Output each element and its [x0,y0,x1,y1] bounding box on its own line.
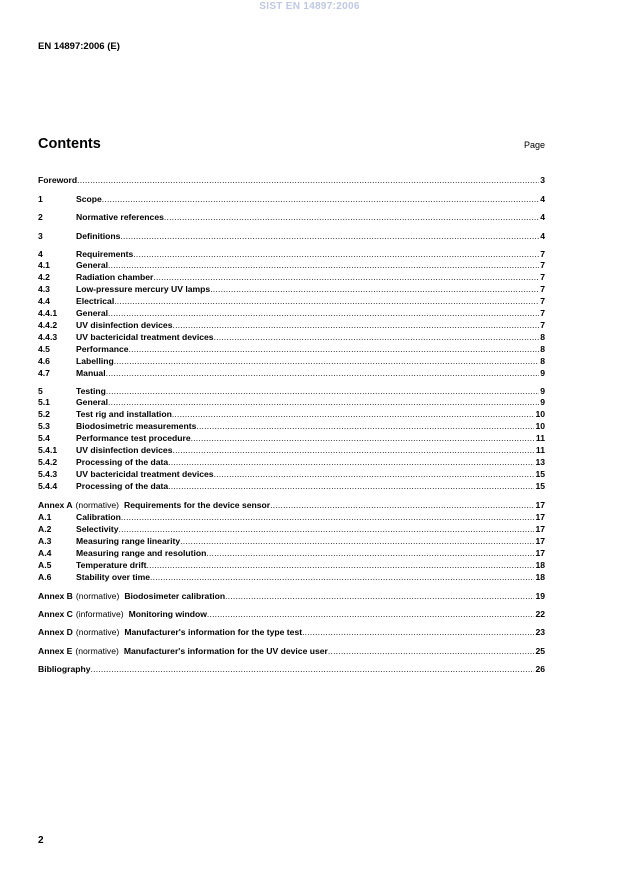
dot-leader [129,344,540,354]
dot-leader [102,194,539,204]
dot-leader [106,368,540,378]
dot-leader [180,536,534,546]
document-id: EN 14897:2006 (E) [38,41,120,52]
dot-leader [196,421,534,431]
page-reference: 7 [540,249,545,259]
page-reference: 17 [535,536,545,546]
section-number: A.4 [38,548,52,558]
section-number: 4.4.1 [38,308,58,318]
toc-entry[interactable] [38,536,545,547]
toc-entry[interactable] [38,284,545,295]
section-title: UV bactericidal treatment devices [76,469,214,479]
page-reference: 15 [535,469,545,479]
section-number: 4.5 [38,344,50,354]
toc-entry[interactable] [38,260,545,271]
annex-type: (normative) [75,646,119,656]
toc-entry[interactable] [38,296,545,307]
page-reference: 7 [540,308,545,318]
dot-leader [77,175,539,185]
page-reference: 3 [540,175,545,185]
annex-type: (normative) [75,500,120,510]
toc-entry[interactable] [38,512,545,523]
dot-leader [302,627,534,637]
section-number: A.5 [38,560,52,570]
page-reference: 7 [540,284,545,294]
watermark: SIST EN 14897:2006 [259,1,360,12]
page-reference: 9 [540,397,545,407]
dot-leader [270,500,534,510]
page-reference: 4 [540,231,545,241]
toc-entry[interactable] [38,409,545,420]
toc-entry[interactable] [38,175,545,186]
annex-label: Annex E [38,646,73,656]
section-title: Definitions [76,231,121,241]
toc-entry[interactable] [38,249,545,260]
dot-leader [120,231,539,241]
page-reference: 4 [540,212,545,222]
page-column-label: Page [523,140,545,150]
toc-entry[interactable] [38,469,545,480]
toc-entry[interactable] [38,500,545,511]
toc-entry[interactable] [38,548,545,559]
dot-leader [133,249,539,259]
dot-leader [225,591,534,601]
section-title: Normative references [76,212,164,222]
dot-leader [150,572,534,582]
section-number: 5.4.3 [38,469,58,479]
toc-entry[interactable] [38,572,545,583]
section-title: Manufacturer's information for the type test [124,627,303,637]
section-title: Electrical [76,296,115,306]
dot-leader [114,296,539,306]
toc-entry[interactable] [38,524,545,535]
dot-leader [168,481,534,491]
section-title: Foreword [38,175,78,185]
section-title: Monitoring window [128,609,207,619]
annex-label: Annex C [38,609,73,619]
section-title: Stability over time [76,572,151,582]
section-number: 5.4 [38,433,50,443]
page-reference: 11 [535,445,545,455]
toc-entry[interactable] [38,421,545,432]
dot-leader [153,272,539,282]
dot-leader [191,433,535,443]
page-reference: 15 [535,481,545,491]
page-number: 2 [38,835,44,846]
page-reference: 10 [535,409,545,419]
dot-leader [210,284,539,294]
section-title: Selectivity [76,524,119,534]
section-title: Processing of the data [76,481,169,491]
toc-entry[interactable] [38,627,545,638]
page-reference: 9 [540,386,545,396]
page-reference: 7 [540,272,545,282]
section-number: 5.4.2 [38,457,58,467]
section-title: UV disinfection devices [76,445,173,455]
dot-leader [114,356,539,366]
annex-label: Annex A [38,500,73,510]
page-reference: 17 [535,548,545,558]
toc-entry[interactable] [38,591,545,602]
section-title: Requirements [76,249,134,259]
toc-entry[interactable] [38,194,545,205]
section-number: 5.4.1 [38,445,58,455]
toc-entry[interactable] [38,356,545,367]
section-number: 4.4.2 [38,320,58,330]
dot-leader [147,560,535,570]
page-reference: 22 [535,609,545,619]
toc-entry[interactable] [38,212,545,223]
toc-entry[interactable] [38,397,545,408]
page-reference: 7 [540,260,545,270]
dot-leader [121,512,535,522]
page-reference: 25 [535,646,545,656]
section-title: Calibration [76,512,121,522]
page-reference: 26 [535,664,545,674]
section-number: 4.4.3 [38,332,58,342]
dot-leader [164,212,539,222]
dot-leader [214,469,535,479]
section-title: Requirements for the device sensor [124,500,271,510]
dot-leader [207,609,535,619]
dot-leader [108,397,539,407]
section-title: Manufacturer's information for the UV device user [123,646,328,656]
section-title: General [76,397,109,407]
section-title: Labelling [76,356,114,366]
section-number: 5.4.4 [38,481,58,491]
dot-leader [106,386,539,396]
section-number: A.6 [38,572,52,582]
section-title: Radiation chamber [76,272,154,282]
page-reference: 8 [540,356,545,366]
section-number: 5 [38,386,43,396]
section-number: 4.4 [38,296,50,306]
toc-entry[interactable] [38,433,545,444]
toc-entry[interactable] [38,332,545,343]
section-title: Bibliography [38,664,91,674]
page-reference: 7 [540,320,545,330]
section-number: 4.3 [38,284,50,294]
section-number: 5.2 [38,409,50,419]
section-title: Measuring range linearity [76,536,181,546]
section-number: 5.1 [38,397,50,407]
toc-entry[interactable] [38,609,545,620]
toc-entry[interactable] [38,481,545,492]
dot-leader [172,320,539,330]
page-reference: 18 [535,560,545,570]
section-title: Performance test procedure [76,433,191,443]
toc-entry[interactable] [38,308,545,319]
dot-leader [328,646,535,656]
section-title: General [76,260,109,270]
section-number: 3 [38,231,43,241]
page-reference: 8 [540,332,545,342]
section-number: 1 [38,194,43,204]
dot-leader [108,308,539,318]
page-reference: 4 [540,194,545,204]
section-title: Processing of the data [76,457,169,467]
dot-leader [108,260,539,270]
toc-entry[interactable] [38,664,545,675]
section-title: Scope [76,194,102,204]
section-number: A.3 [38,536,52,546]
toc-entry[interactable] [38,457,545,468]
page-reference: 11 [535,433,545,443]
toc-entry[interactable] [38,445,545,456]
section-title: Performance [76,344,129,354]
page-reference: 18 [535,572,545,582]
section-number: 4 [38,249,43,259]
toc-entry[interactable] [38,386,545,397]
annex-type: (normative) [75,627,120,637]
section-title: Test rig and installation [76,409,172,419]
annex-label: Annex B [38,591,73,601]
annex-type: (informative) [75,609,124,619]
section-title: Measuring range and resolution [76,548,207,558]
section-title: Biodosimeter calibration [124,591,226,601]
section-number: 2 [38,212,43,222]
toc-entry[interactable] [38,368,545,379]
dot-leader [214,332,540,342]
page-reference: 13 [535,457,545,467]
page-reference: 17 [535,500,545,510]
page-reference: 7 [540,296,545,306]
section-number: A.2 [38,524,52,534]
section-title: General [76,308,109,318]
section-title: Low-pressure mercury UV lamps [76,284,211,294]
section-number: 4.1 [38,260,50,270]
dot-leader [91,664,535,674]
dot-leader [172,409,535,419]
page-reference: 17 [535,512,545,522]
section-number: 5.3 [38,421,50,431]
toc-entry[interactable] [38,344,545,355]
toc-entry[interactable] [38,646,545,657]
toc-entry[interactable] [38,231,545,242]
page-reference: 17 [535,524,545,534]
section-title: UV disinfection devices [76,320,173,330]
dot-leader [206,548,534,558]
section-title: UV bactericidal treatment devices [76,332,214,342]
section-title: Manual [76,368,106,378]
section-number: A.1 [38,512,52,522]
section-title: Testing [76,386,106,396]
dot-leader [168,457,534,467]
toc-entry[interactable] [38,320,545,331]
page-reference: 19 [535,591,545,601]
contents-heading: Contents [38,136,101,152]
dot-leader [119,524,535,534]
page-reference: 9 [540,368,545,378]
section-number: 4.6 [38,356,50,366]
section-number: 4.2 [38,272,50,282]
annex-type: (normative) [75,591,120,601]
page-reference: 10 [535,421,545,431]
toc-entry[interactable] [38,272,545,283]
toc-entry[interactable] [38,560,545,571]
page-reference: 23 [535,627,545,637]
section-title: Biodosimetric measurements [76,421,197,431]
page-reference: 8 [540,344,545,354]
dot-leader [172,445,534,455]
annex-label: Annex D [38,627,73,637]
section-number: 4.7 [38,368,50,378]
section-title: Temperature drift [76,560,147,570]
